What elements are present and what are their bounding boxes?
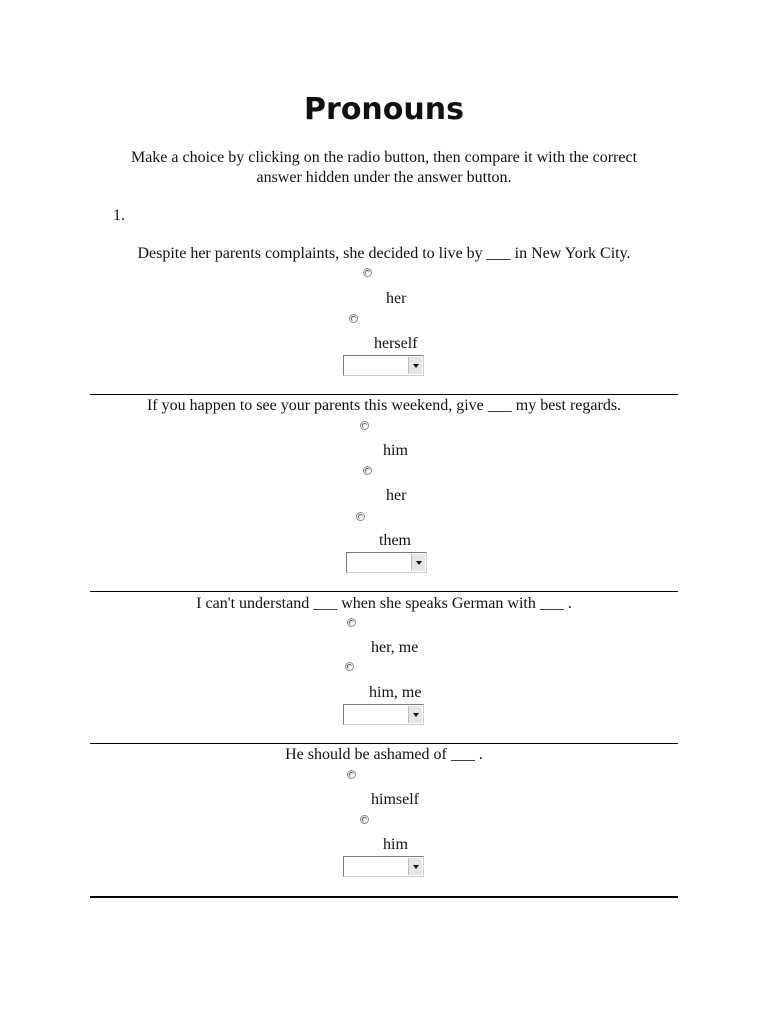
question-4-answer-value <box>346 858 407 875</box>
question-4-option-2-label: him <box>383 836 408 853</box>
question-2-text: If you happen to see your parents this weekend, give ___ my best regards. <box>146 397 622 414</box>
chevron-down-icon[interactable] <box>411 554 425 571</box>
chevron-down-icon[interactable] <box>408 858 422 875</box>
question-3-text: I can't understand ___ when she speaks German with ___ . <box>196 595 572 612</box>
question-divider-3 <box>90 743 678 744</box>
question-4-option-2-radio[interactable] <box>360 815 369 824</box>
instructions-text: Make a choice by clicking on the radio button, then compare it with the correct answer hidden under the answer button. <box>130 149 638 186</box>
question-1-answer-value <box>346 357 407 374</box>
question-1-option-2-label: herself <box>374 335 418 352</box>
question-2-option-1-radio[interactable] <box>360 421 369 430</box>
question-3-answer-select[interactable] <box>343 704 424 725</box>
question-3-answer-value <box>346 706 407 723</box>
question-2-option-2-radio[interactable] <box>363 466 372 475</box>
question-2-answer-select[interactable] <box>346 552 427 573</box>
question-2-option-3-label: them <box>379 532 411 549</box>
question-3-option-2-label: him, me <box>369 684 422 701</box>
question-4-answer-select[interactable] <box>343 856 424 877</box>
page-title: Pronouns <box>304 92 464 127</box>
question-1-option-1-label: her <box>386 290 407 307</box>
question-1-answer-select[interactable] <box>343 355 424 376</box>
question-2-option-1-label: him <box>383 442 408 459</box>
question-4-option-1-label: himself <box>371 791 419 808</box>
question-1-option-2-radio[interactable] <box>349 314 358 323</box>
question-2-option-3-radio[interactable] <box>356 512 365 521</box>
question-number: 1. <box>113 207 125 224</box>
question-3-option-2-radio[interactable] <box>345 662 354 671</box>
question-2-option-2-label: her <box>386 487 407 504</box>
question-divider-4 <box>90 896 678 898</box>
chevron-down-icon[interactable] <box>408 357 422 374</box>
question-4-option-1-radio[interactable] <box>347 770 356 779</box>
question-1-option-1-radio[interactable] <box>363 268 372 277</box>
question-2-answer-value <box>349 554 410 571</box>
chevron-down-icon[interactable] <box>408 706 422 723</box>
question-divider-2 <box>90 591 678 592</box>
question-4-text: He should be ashamed of ___ . <box>285 746 483 763</box>
question-3-option-1-label: her, me <box>371 639 419 656</box>
question-divider-1 <box>90 394 678 395</box>
question-3-option-1-radio[interactable] <box>347 618 356 627</box>
question-1-text: Despite her parents complaints, she decided to live by ___ in New York City. <box>137 245 631 262</box>
